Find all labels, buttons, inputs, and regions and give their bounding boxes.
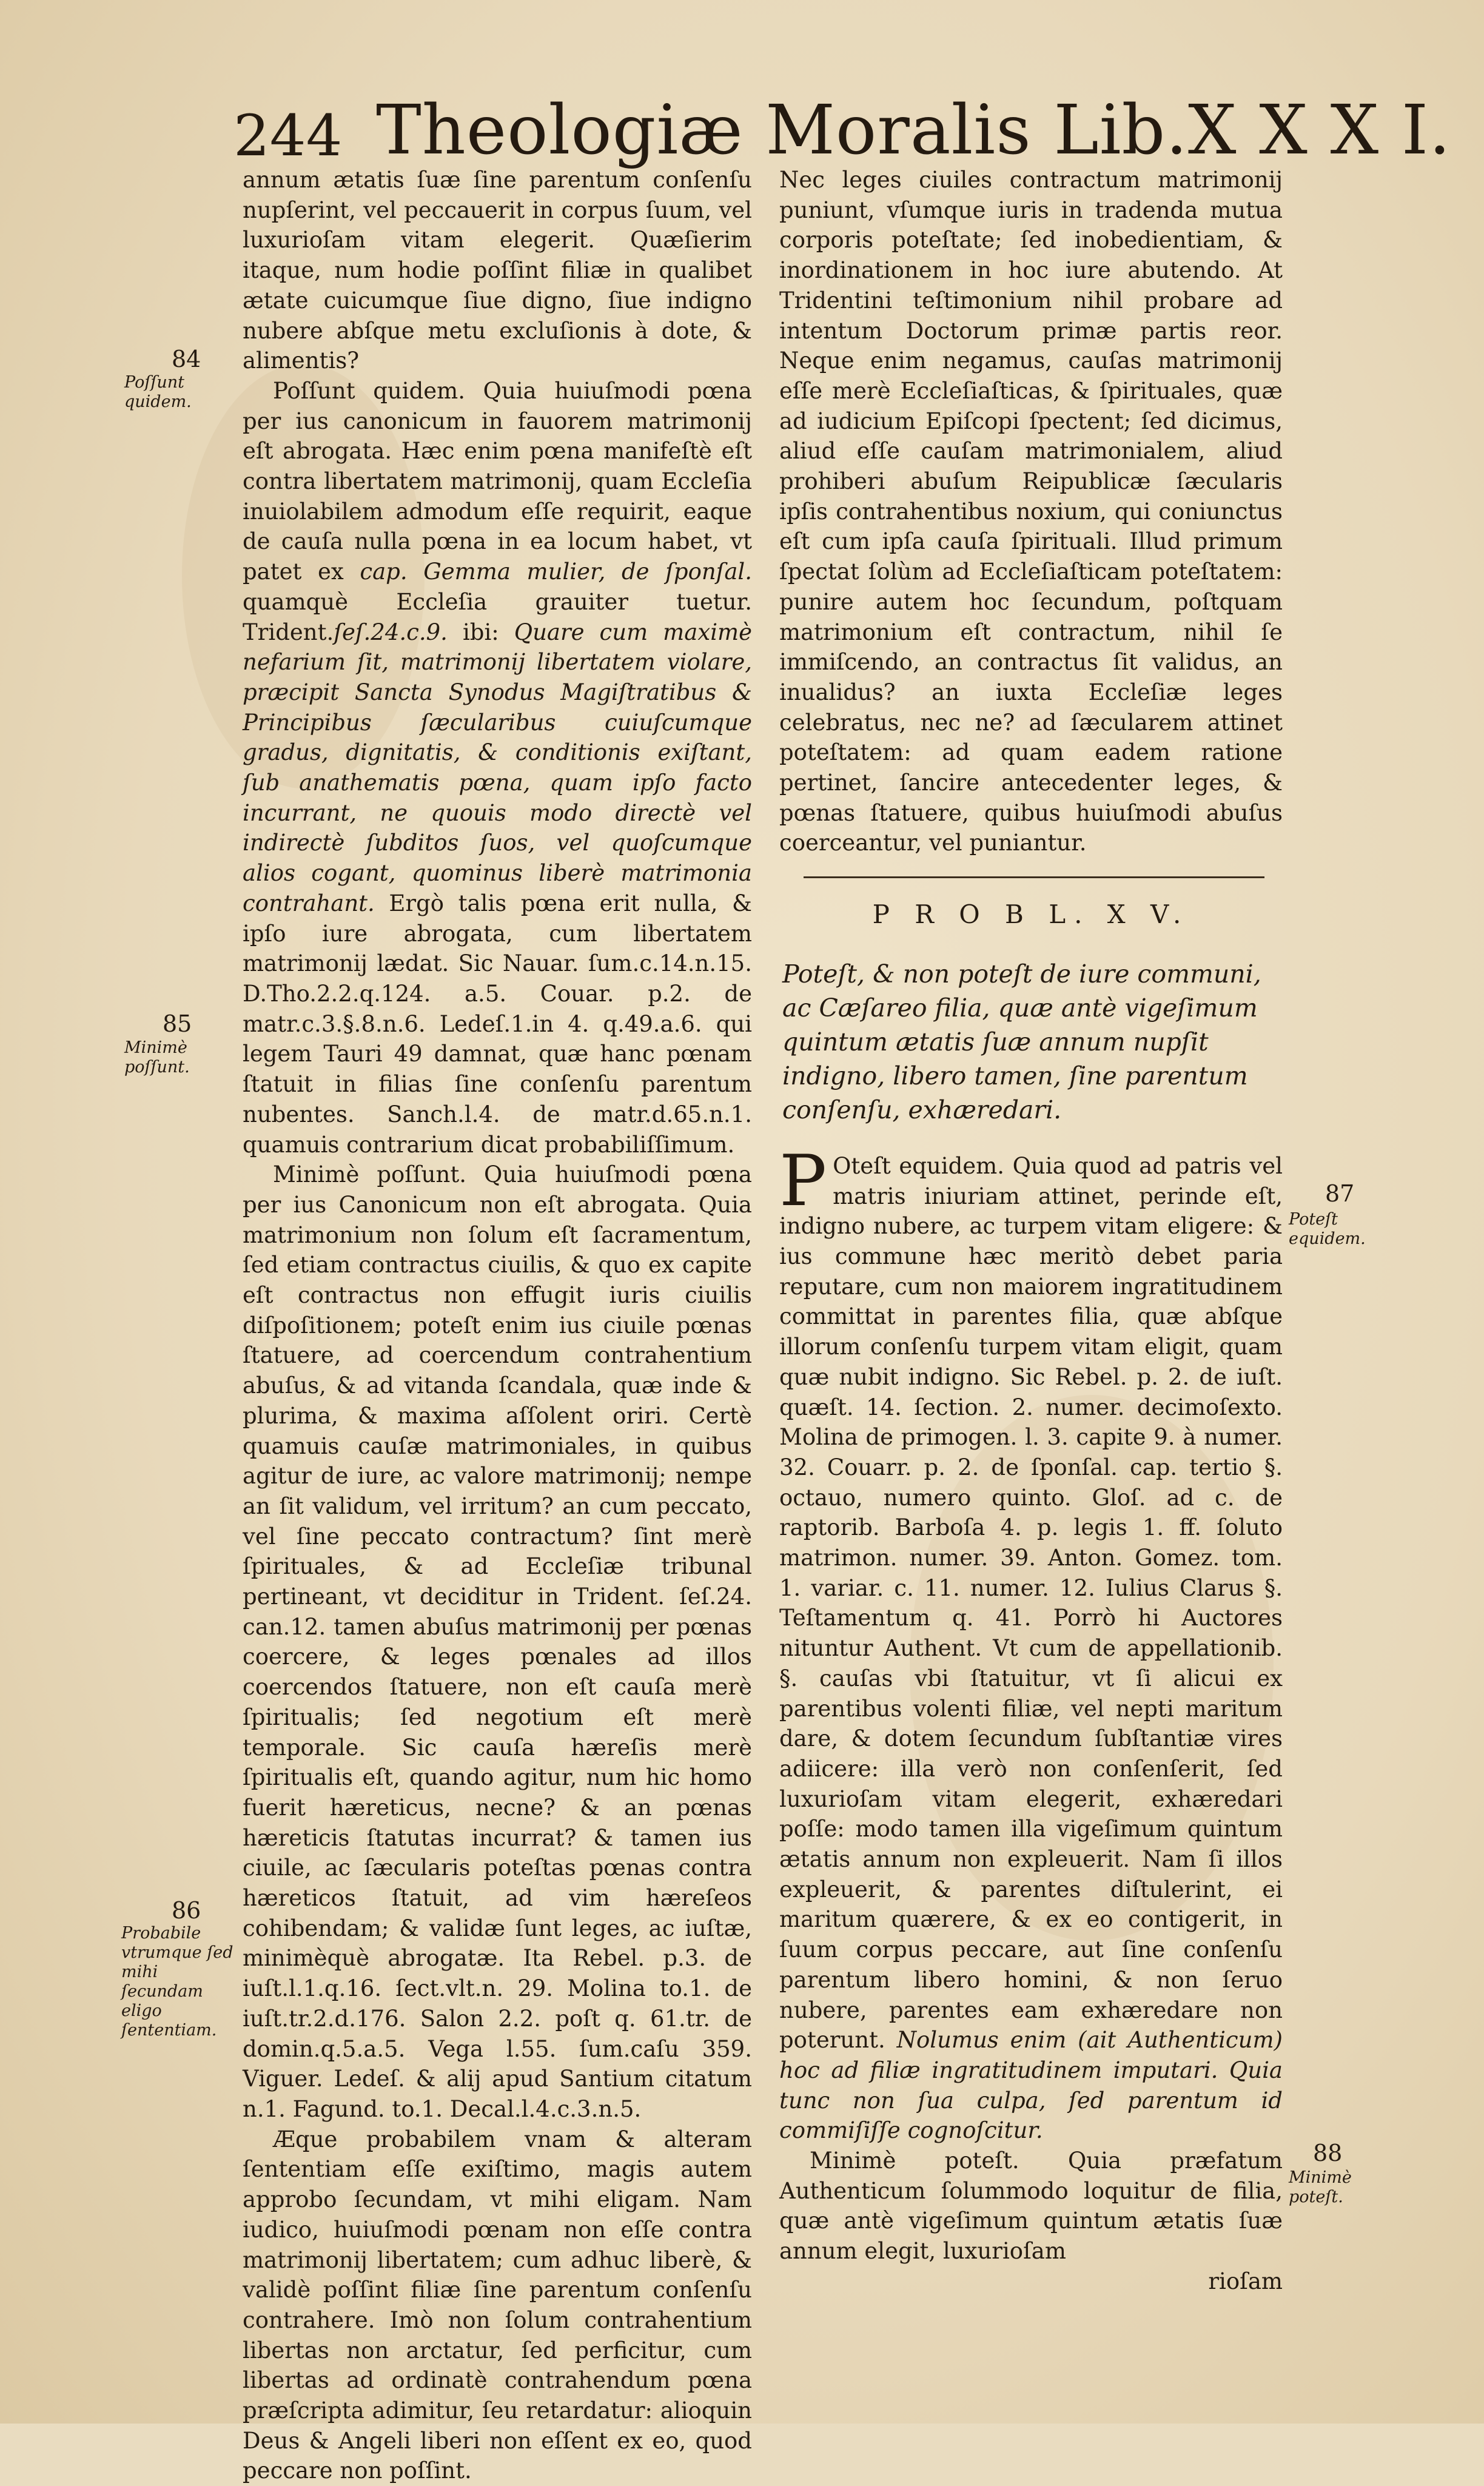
paragraph: Minimè poſſunt. Quia huiuſmodi pœna per ius Canonicum non eſt abrogata. Quia matrimonium non ſolum eſt ſacramentum, ſed etiam contractus ciuilis, & quo ex capite eſt contractus non effugit iuris ciuilis diſpoſitionem; poteſt enim ius ciuile pœnas ſtatuere, ad coercendum contrahentium abuſus, & ad vitanda ſcandala, quæ inde & plurima, & maxima aſſolent oriri. Certè quamuis cauſæ matrimoniales, in quibus agitur de iure, ac valore matrimonij; nempe an ſit validum, vel irritum? an cum peccato, vel ſine peccato contractum? ſint merè ſpirituales, & ad Eccleſiæ tribunal pertineant, vt deciditur in Trident. ſeſ.24. can.12. tamen abuſus matrimonij per pœnas coercere, & leges pœnales ad illos coercendos ſtatuere, non eſt cauſa merè ſpiritualis; ſed negotium eſt merè temporale. Sic cauſa hæreſis merè ſpiritualis eſt, quando agitur, num hic homo fuerit hæreticus, necne? & an pœnas hæreticis ſtatutas incurrat? & tamen ius ciuile, ac ſæcularis poteſtas pœnas contra hæreticos ſtatuit, ad vim hæreſeos cohibendam; & validæ ſunt leges, ac iuſtæ, minimèquè abrogatæ. Ita Rebel. p.3. de iuſt.l.1.q.16. ſect.vlt.n. 29. Molina to.1. de iuſt.tr.2.d.176. Salon 2.2. poſt q. 61.tr. de domin.q.5.a.5. Vega l.55. ſum.caſu 359. Viguer. Ledeſ. & alij apud Santium citatum n.1. Fagund. to.1. Decal.l.4.c.3.n.5. <box>243 1161 752 2122</box>
paragraph <box>779 1140 1283 2146</box>
margin-number-88: 88 <box>1313 2140 1343 2166</box>
margin-note-85: Minimè poſſunt. <box>124 1038 190 1077</box>
paragraph: Nec leges ciuiles contractum matrimonij puniunt, vſumque iuris in tradenda mutua corporis poteſtate; ſed inobedientiam, & inordinationem in hoc iure abutendo. At Tridentini teſtimonium nihil probare ad intentum Doctorum primæ partis reor. Neque enim negamus, cauſas matrimonij eſſe merè Eccleſiaſticas, & ſpirituales, quæ ad iudicium Epiſcopi ſpectent; ſed dicimus, aliud eſſe cauſam matrimonialem, aliud prohiberi abuſum Reipublicæ ſæcularis ipſis contrahentibus noxium, qui coniunctus eſt cum ipſa cauſa ſpirituali. Illud primum ſpectat ſolùm ad Eccleſiaſticam poteſtatem: punire autem hoc ſecundum, poſtquam matrimonium eſt contractum, nihil ſe immiſcendo, an contractus ſit validus, an inualidus? an iuxta Eccleſiæ leges celebratus, nec ne? ad ſæcularem attinet poteſtatem: ad quam eadem ratione pertinet, ſancire antecedenter leges, & pœnas ſtatuere, quibus huiuſmodi abuſus coerceantur, vel puniantur. <box>779 167 1283 856</box>
paragraph: Æque probabilem vnam & alteram ſententiam eſſe exiſtimo, magis autem approbo ſecundam, vt mihi eligam. Nam iudico, huiuſmodi pœnam non eſſe contra matrimonij libertatem; cum adhuc liberè, & validè poſſint filiæ ſine parentum conſenſu contrahere. Imò non ſolum contrahentium libertas non arctatur, ſed perficitur, cum libertas ad ordinatè contrahendum pœna præſcripta adimitur, ſeu retardatur: alioquin Deus & Angeli liberi non eſſent ex eo, quod peccare non poſſint. <box>243 2126 752 2484</box>
citation: cap. Gemma mulier, de ſponſal. <box>360 559 753 585</box>
text-run: ibi: <box>462 619 499 645</box>
section-rule <box>804 876 1264 878</box>
left-column <box>243 165 752 2486</box>
margin-note-84: Poſſunt quidem. <box>124 373 192 411</box>
paragraph: annum ætatis ſuæ ſine parentum conſenſu nupſerint, vel peccauerit in corpus ſuum, vel luxurioſam vitam elegerit. Quæſierim itaque, num hodie poſſint filiæ in qualibet ætate cuicumque ſiue digno, ſiue indigno nubere abſque metu excluſionis à dote, & alimentis? <box>243 167 752 374</box>
page-header <box>233 91 1451 176</box>
margin-note-86: Probabile vtrumque ſed mihi ſecundam eligo ſententiam. <box>121 1924 233 2040</box>
margin-number-85: 85 <box>163 1010 192 1037</box>
margin-number-87: 87 <box>1325 1180 1355 1207</box>
text-run: Poſſunt quidem. Quia huiuſmodi pœna per ius canonicum in fauorem matrimonij eſt abrogata. Hæc enim pœna manifeſtè eſt contra libertatem matrimonij, quam Eccleſia inuiolabilem admodum eſſe requirit, eaque de cauſa nulla pœna in ea locum habet, vt patet ex <box>243 377 752 585</box>
problem-question: Poteſt, & non poteſt de iure communi, ac Cæſareo filia, quæ antè vigeſimum quintum ætatis ſuæ annum nupſit indigno, libero tamen, ſine parentum conſenſu, exhæredari. <box>782 959 1261 1124</box>
right-column <box>779 165 1283 2297</box>
quotation: Quare cum maximè nefarium ſit, matrimonij libertatem violare, præcipit Sancta Synodus Magiſtratibus & Principibus ſæcularibus cuiuſcumque gradus, dignitatis, & conditionis exiſtant, ſub anathematis pœna, quam ipſo facto incurrant, ne quouis modo directè vel indirectè ſubditos ſuos, vel quoſcumque alios cogant, quominus liberè matrimonia contrahant. <box>243 619 753 916</box>
citation: ſeſ.24.c.9. <box>334 619 448 645</box>
catchword: rioſam <box>1208 2268 1283 2294</box>
problem-heading: P R O B L. X V. <box>872 899 1190 930</box>
text-run: Oteſt equidem. Quia quod ad patris vel matris iniuriam attinet, perinde eſt, indigno nubere, ac turpem vitam eligere: & ius commune hæc meritò debet paria reputare, cum non maiorem ingratitudinem committat in parentes filia, quæ abſque illorum conſenſu turpem vitam eligit, quam quæ nubit indigno. Sic Rebel. p. 2. de iuſt. quæſt. 14. ſection. 2. numer. decimoſexto. Molina de primogen. l. 3. capite 9. à numer. 32. Couarr. p. 2. de ſponſal. cap. tertio §. octauo, numero quinto. Gloſ. ad c. de raptorib. Barboſa 4. p. legis 1. ff. ſoluto matrimon. numer. 39. Anton. Gomez. tom. 1. variar. c. 11. numer. 12. Iulius Clarus §. Teſtamentum q. 41. Porrò hi Auctores nituntur Authent. Vt cum de appellationib. §. cauſas vbi ſtatuitur, vt ſi alicui ex parentibus volenti filiæ, vel nepti maritum dare, & dotem ſecundum ſubſtantiæ vires adiicere: illa verò non conſenſerit, ſed luxurioſam vitam elegerit, exhæredari poſſe: modo tamen illa vigeſimum quintum ætatis annum non expleuerit. Nam ſi illos expleuerit, & parentes diſtulerint, ei maritum quærere, & ex eo contigerit, in ſuum corpus peccare, aut ſine conſenſu parentum libero homini, & non ſeruo nubere, parentes eam exhæredare non poterunt. <box>779 1152 1283 2054</box>
paragraph <box>243 376 752 1160</box>
text-run: quamquè Eccleſia grauiter tuetur. Trident. <box>243 588 752 645</box>
margin-note-87: Poteſt equidem. <box>1289 1210 1366 1248</box>
margin-note-88: Minimè poteſt. <box>1289 2168 1352 2206</box>
running-title: Theologiæ Moralis Lib.X X X I. <box>376 91 1451 170</box>
quotation: Nolumus enim (ait Authenticum) hoc ad filiæ ingratitudinem imputari. Quia tunc non ſua culpa, ſed parentum id commiſiſſe cognoſcitur. <box>779 2027 1283 2144</box>
margin-number-84: 84 <box>172 346 201 372</box>
page-number: 244 <box>233 103 343 169</box>
text-run: Ergò talis pœna erit nulla, & ipſo iure abrogata, cum libertatem matrimonij lædat. Sic Nauar. ſum.c.14.n.15. D.Tho.2.2.q.124. a.5. Couar. p.2. de matr.c.3.§.8.n.6. Ledeſ.1.in 4. q.49.a.6. qui legem Tauri 49 damnat, quæ hanc pœnam ſtatuit in filias ſine conſenſu parentum nubentes. Sanch.l.4. de matr.d.65.n.1. quamuis contrarium dicat probabiliſſimum. <box>243 890 752 1158</box>
margin-number-86: 86 <box>172 1897 201 1924</box>
paragraph: Minimè poteſt. Quia præfatum Authenticum ſolummodo loquitur de filia, quæ antè vigeſimum quintum ætatis ſuæ annum elegit, luxurioſam <box>779 2148 1283 2265</box>
drop-cap: P <box>779 1140 827 1222</box>
